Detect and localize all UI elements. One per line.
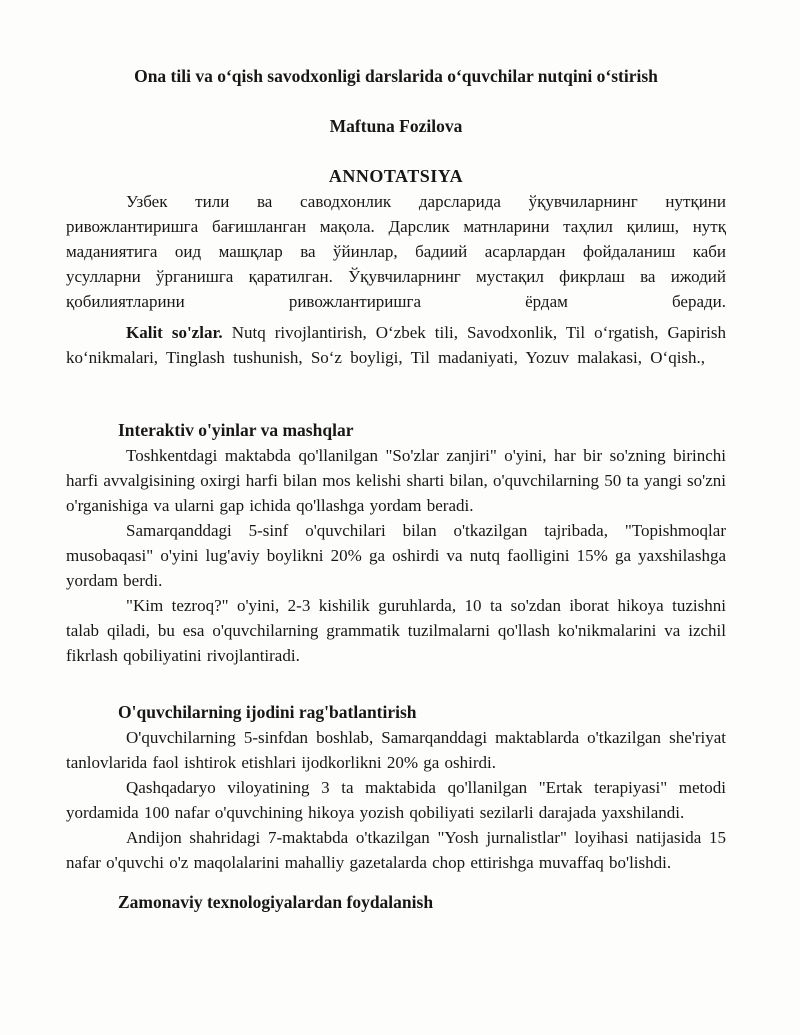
keywords-paragraph: [66, 320, 726, 370]
paragraph-who-is-faster-game: "Kim tezroq?" o'yini, 2-3 kishilik guruhlarda, 10 ta so'zdan iborat hikoya tuzishni talab qiladi, bu esa o'quvchilarning grammatik tuzilmalarni qo'llash ko'nikmalarini va izchil fikrlash qobiliyatini rivojlantiradi.: [66, 596, 726, 665]
paragraph-poetry-contests: O'quvchilarning 5-sinfdan boshlab, Samarqanddagi maktablarda o'tkazilgan she'riyat tanlovlarida faol ishtirok etishlari ijodkorlikni 20% ga oshirdi.: [66, 728, 726, 772]
abstract-paragraph: Узбек тили ва саводхонлик дарсларида ўқувчиларнинг нутқини ривожлантиришга бағишланган мақола. Дарслик матнларини таҳлил қилиш, нутқ маданиятига оид машқлар ва ўйинлар, бадиий асарлардан фойдаланиш каби усулларни ўрганишга қаратилган. Ўқувчиларнинг мустақил фикрлаш ва ижодий қобилиятларини ривожлантиришга ёрдам беради.: [66, 192, 726, 311]
paragraph-word-chain-game: Toshkentdagi maktabda qo'llanilgan "So'zlar zanjiri" o'yini, har bir so'zning birinchi harfi avvalgisining oxirgi harfi bilan mos kelishi sharti bilan, o'quvchilarning 50 ta yangi so'zni o'rganishiga va ularni gap ichida qo'llashga yordam beradi.: [66, 446, 726, 515]
keywords-text: Nutq rivojlantirish, O‘zbek tili, Savodxonlik, Til o‘rgatish, Gapirish ko‘nikmalari, Tinglash tushunish, So‘z boyligi, Til madaniyati, Yozuv malakasi, O‘qish.,: [66, 323, 726, 367]
paragraph-fairytale-therapy: Qashqadaryo viloyatining 3 ta maktabida qo'llanilgan "Ertak terapiyasi" metodi yordamida 100 nafar o'quvchining hikoya yozish qobiliyati sezilarli darajada yaxshilandi.: [66, 778, 726, 822]
paragraph-young-journalists: Andijon shahridagi 7-maktabda o'tkazilgan "Yosh jurnalistlar" loyihasi natijasida 15 nafar o'quvchi o'z maqolalarini mahalliy gazetalarda chop ettirishga muvaffaq bo'lishdi.: [66, 828, 726, 872]
abstract-heading: ANNOTATSIYA: [328, 166, 464, 186]
section-heading-modern-technologies: Zamonaviy texnologiyalardan foydalanish: [118, 892, 434, 912]
paragraph-riddle-contest: Samarqanddagi 5-sinf o'quvchilari bilan o'tkazilgan tajribada, "Topishmoqlar musobaqasi" o'yini lug'aviy boylikni 20% ga oshirdi va nutq faolligini 15% ga yaxshilashga yordam berdi.: [66, 521, 726, 590]
keywords-label: Kalit so'zlar.: [126, 323, 223, 342]
section-heading-encouraging-creativity: O'quvchilarning ijodini rag'batlantirish: [118, 702, 417, 722]
section-heading-interactive-games: Interaktiv o'yinlar va mashqlar: [118, 420, 354, 440]
document-content: [0, 64, 800, 915]
article-title: Ona tili va o‘qish savodxonligi darslarida o‘quvchilar nutqini o‘stirish: [134, 66, 658, 86]
article-author: Maftuna Fozilova: [329, 116, 463, 136]
